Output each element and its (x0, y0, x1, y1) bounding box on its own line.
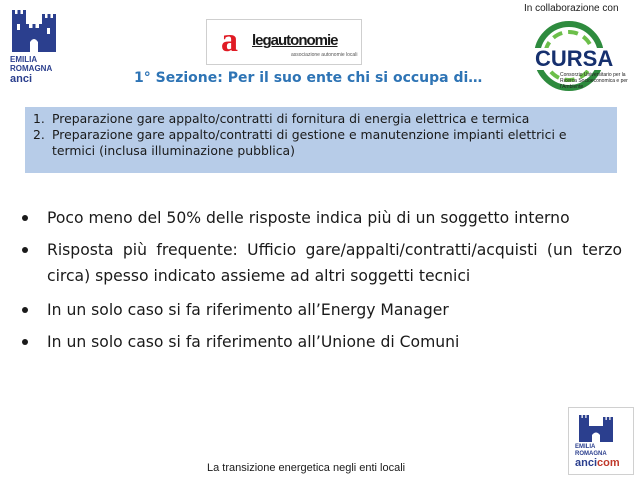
legautonomie-logo (206, 19, 362, 65)
logo-text-romagna: ROMAGNA (10, 64, 53, 73)
emilia-romagna-anci-logo (6, 6, 64, 88)
logo-text-anci: anci (10, 73, 33, 85)
list-item-number: 1. (33, 111, 45, 126)
section-title: 1° Sezione: Per il suo ente chi si occupa di… (134, 70, 483, 86)
logo-text-emilia: EMILIA (575, 444, 596, 450)
finding-item (22, 205, 622, 231)
list-item-text: Preparazione gare appalto/contratti di gestione e manutenzione impianti elettrici e termici (inclusa illuminazione pubblica) (52, 127, 567, 158)
finding-item (22, 297, 622, 323)
footer-text: La transizione energetica negli enti locali (207, 462, 406, 474)
logo-text-com: com (597, 457, 620, 469)
finding-text: In un solo caso si fa riferimento all’Unione di Comuni (47, 333, 460, 351)
legautonomie-a-mark: a (221, 22, 238, 59)
bullet-icon (22, 247, 28, 253)
list-item-text: Preparazione gare appalto/contratti di fornitura di energia elettrica e termica (52, 111, 530, 126)
cursa-logo (525, 18, 633, 95)
findings-list (22, 205, 622, 363)
bullet-icon (22, 215, 28, 221)
castle-icon (569, 410, 635, 444)
bullet-icon (22, 339, 28, 345)
logo-text-emilia: EMILIA (10, 55, 38, 64)
finding-text: Poco meno del 50% delle risposte indica più di un soggetto interno (47, 209, 570, 227)
question-list (33, 111, 609, 159)
legautonomie-tagline: associazione autonomie locali (291, 52, 358, 58)
finding-item (22, 329, 622, 355)
list-item (33, 111, 609, 127)
list-item (33, 127, 609, 159)
castle-icon (6, 6, 64, 54)
finding-item (22, 237, 622, 289)
emilia-romagna-ancicom-logo (568, 407, 634, 475)
cursa-name: CURSA (535, 46, 614, 71)
legautonomie-name: legautonomie (252, 32, 338, 49)
collaboration-label: In collaborazione con (524, 3, 619, 14)
cursa-subtitle: Consorzio Universitario per la Ricerca Socioeconomica e per l'Ambiente (560, 72, 628, 90)
bullet-icon (22, 307, 28, 313)
list-item-number: 2. (33, 127, 45, 142)
logo-text-ancicom (575, 458, 620, 469)
finding-text: Risposta più frequente: Ufficio gare/appalti/contratti/acquisti (un terzo circa) spesso indicato assieme ad altri soggetti tecnici (47, 241, 622, 285)
question-box (25, 107, 617, 173)
logo-text-romagna: ROMAGNA (575, 451, 607, 457)
logo-text-anci: anci (575, 457, 598, 469)
finding-text: In un solo caso si fa riferimento all’Energy Manager (47, 301, 449, 319)
